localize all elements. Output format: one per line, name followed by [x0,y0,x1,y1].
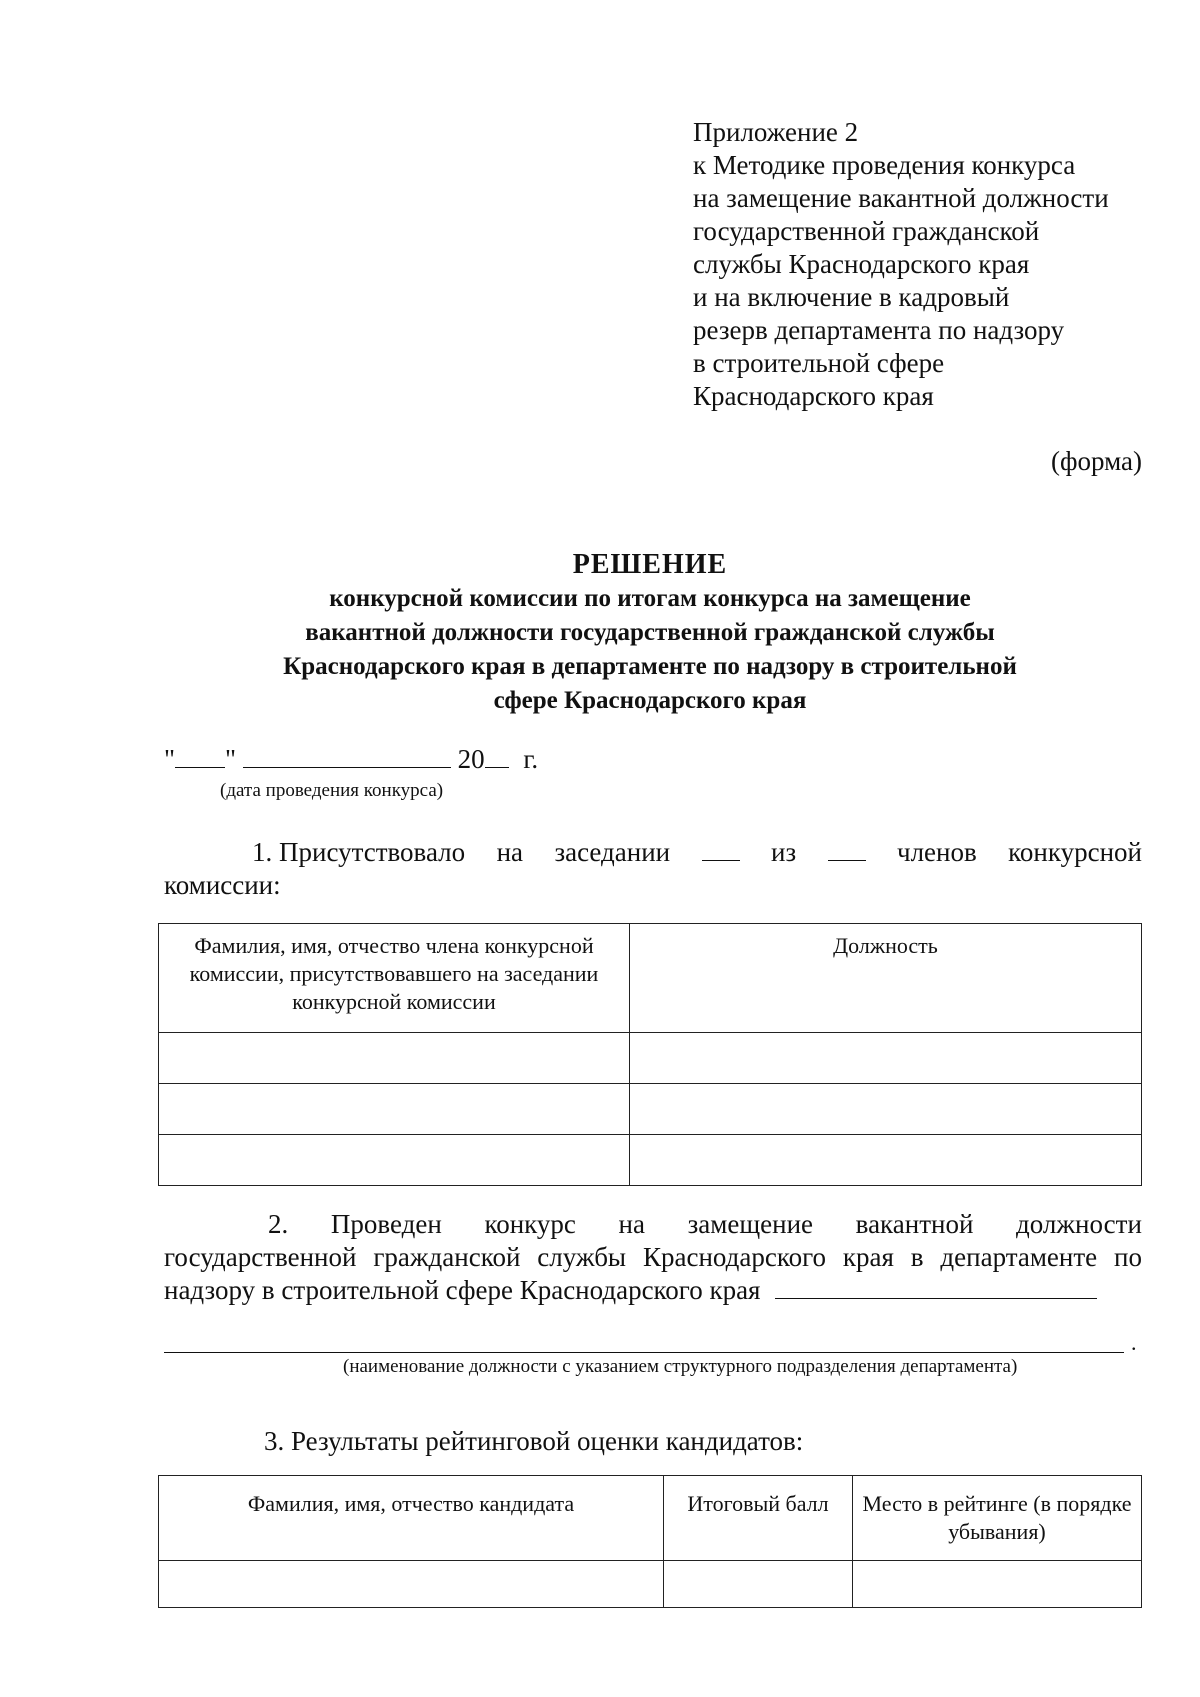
item-1-line2: комиссии: [164,870,281,900]
form-label: (форма) [1051,446,1142,476]
table-cell[interactable] [159,1033,630,1084]
title-line: Краснодарского края в департаменте по надзору в строительной [283,653,1017,680]
table-header-cell: Фамилия, имя, отчество члена конкурсной комиссии, присутствовавшего на заседании конкурсной комиссии [159,924,630,1033]
item-2-line1 [164,1208,1142,1241]
year-blank[interactable] [485,745,509,768]
item-2-line2: государственной гражданской службы Краснодарского края в департаменте по [164,1242,1142,1272]
appendix-line: к Методике проведения конкурса [693,150,1076,180]
appendix-header [693,116,1109,413]
table-header-cell: Итоговый балл [664,1476,853,1561]
table-cell[interactable] [159,1084,630,1135]
item-2-word: конкурс [484,1209,576,1239]
table-header-cell: Должность [630,924,1142,1033]
item-1 [164,836,1142,902]
candidates-rating-table [158,1475,1142,1608]
table-header-cell: Место в рейтинге (в порядке убывания) [853,1476,1142,1561]
date-caption: (дата проведения конкурса) [220,780,444,801]
table-cell[interactable] [630,1084,1142,1135]
appendix-line: на замещение вакантной должности [693,183,1109,213]
item-2-number: 2. [268,1209,289,1239]
table-cell[interactable] [664,1561,853,1608]
quote-open: " [164,744,176,774]
present-count-blank[interactable] [702,838,740,861]
table-row [159,1033,1142,1084]
table-row [159,1135,1142,1186]
appendix-line: в строительной сфере [693,348,945,378]
item-2-word: замещение [687,1209,814,1239]
position-caption: (наименование должности с указанием структурного подразделения департамента) [343,1356,1018,1377]
item-1-line [164,836,1142,869]
item-1-word: на [496,837,524,867]
table-cell[interactable] [630,1135,1142,1186]
position-blank[interactable] [775,1276,1097,1299]
table-cell[interactable] [853,1561,1142,1608]
appendix-line: резерв департамента по надзору [693,315,1065,345]
title-main: РЕШЕНИЕ [572,549,728,580]
table-cell[interactable] [630,1033,1142,1084]
item-2-word: Проведен [330,1209,442,1239]
item-1-word: заседании [554,837,671,867]
appendix-line: и на включение в кадровый [693,282,1010,312]
item-2-line3: надзору в строительной сфере Краснодарского края [164,1274,1142,1307]
month-blank[interactable] [243,745,451,768]
position-full-blank[interactable] [164,1352,1124,1353]
item-2-word: вакантной [855,1209,974,1239]
item-2-word: должности [1016,1209,1142,1239]
item-1-word: членов [897,837,977,867]
date-line [164,744,538,775]
item-1-number: 1. Присутствовало [252,837,466,867]
period-mark: . [1131,1330,1137,1355]
appendix-line: Приложение 2 [693,117,859,147]
title-line: сфере Краснодарского края [493,687,807,714]
appendix-line: государственной гражданской [693,216,1040,246]
item-1-word: конкурсной [1008,837,1142,867]
item-3: 3. Результаты рейтинговой оценки кандидатов: [264,1426,804,1456]
item-1-word: из [771,837,797,867]
table-header-row [159,924,1142,1033]
item-2 [164,1208,1142,1307]
appendix-line: службы Краснодарского края [693,249,1030,279]
document-title [160,548,1140,718]
table-cell[interactable] [159,1561,664,1608]
title-line: вакантной должности государственной гражданской службы [305,619,995,646]
table-row [159,1561,1142,1608]
item-2-word: на [618,1209,645,1239]
table-header-row [159,1476,1142,1561]
appendix-line: Краснодарского края [693,381,934,411]
day-blank[interactable] [175,745,225,768]
quote-close: " [225,744,237,774]
year-suffix: г. [523,744,539,774]
table-row [159,1084,1142,1135]
title-line: конкурсной комиссии по итогам конкурса на замещение [329,585,971,612]
table-header-cell: Фамилия, имя, отчество кандидата [159,1476,664,1561]
table-cell[interactable] [159,1135,630,1186]
year-prefix: 20 [457,744,485,774]
commission-members-table [158,923,1142,1186]
total-count-blank[interactable] [828,838,866,861]
